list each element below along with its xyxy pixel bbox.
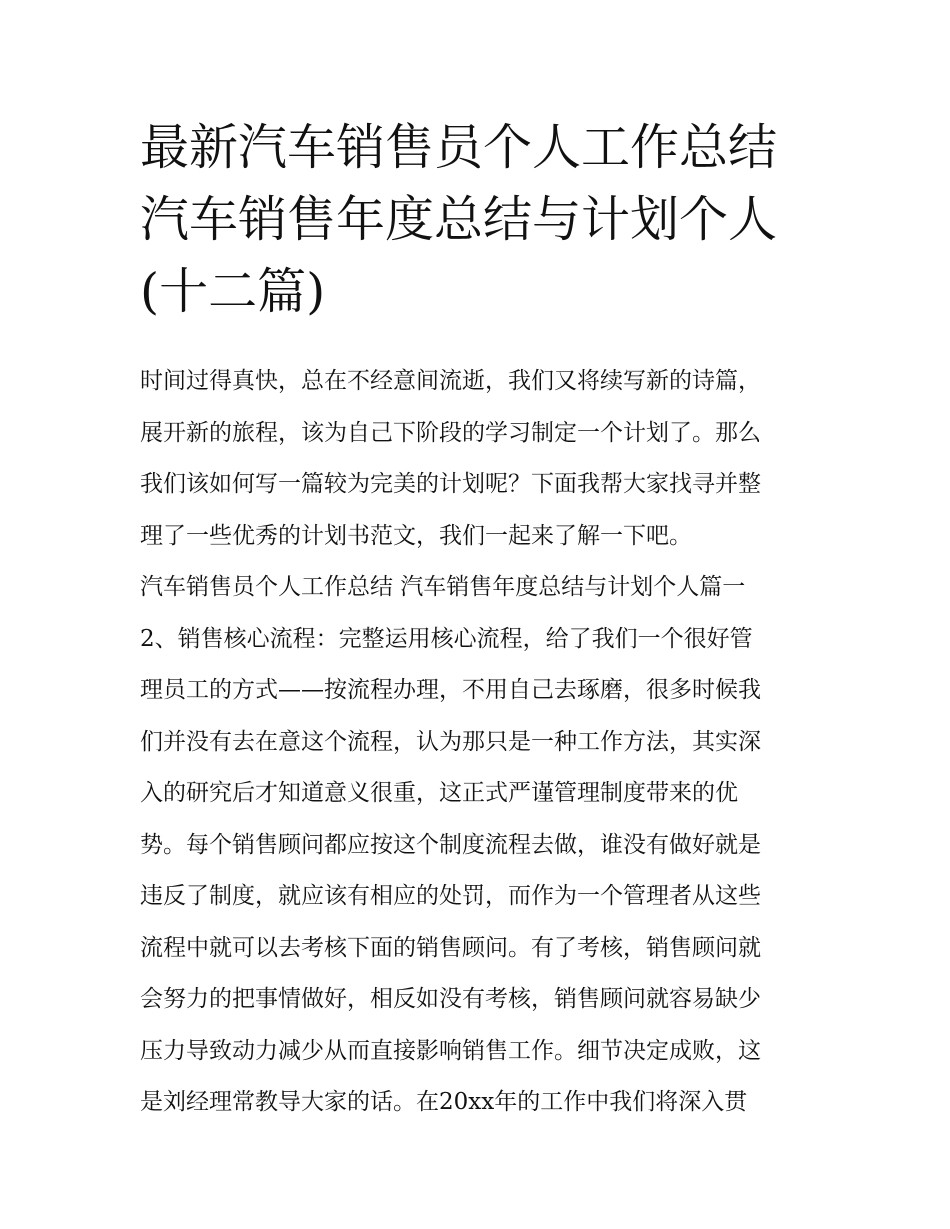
document-body [140,356,830,1129]
body-line: 流程中就可以去考核下面的销售顾问。有了考核，销售顾问就 [140,934,761,961]
body-line: 势。每个销售顾问都应按这个制度流程去做，谁没有做好就是 [140,831,761,858]
body-line: 是刘经理常教导大家的话。在20xx年的工作中我们将深入贯 [140,1089,748,1115]
body-line: 2、销售核心流程：完整运用核心流程，给了我们一个很好管 [140,625,753,652]
section-heading: 汽车销售员个人工作总结 汽车销售年度总结与计划个人篇一 [140,574,746,600]
body-line: 我们该如何写一篇较为完美的计划呢？下面我帮大家找寻并整 [140,471,761,497]
body-line: 理了一些优秀的计划书范文，我们一起来了解一下吧。 [140,522,692,549]
body-line: 违反了制度，就应该有相应的处罚，而作为一个管理者从这些 [140,883,761,909]
body-line: 展开新的旅程，该为自己下阶段的学习制定一个计划了。那么 [140,419,761,446]
title-line: (十二篇) [140,263,326,320]
body-line: 理员工的方式——按流程办理，不用自己去琢磨，很多时候我 [140,677,761,703]
body-line: 会努力的把事情做好，相反如没有考核，销售顾问就容易缺少 [140,986,761,1012]
body-line: 压力导致动力减少从而直接影响销售工作。细节决定成败，这 [140,1037,761,1064]
body-line: 们并没有去在意这个流程，认为那只是一种工作方法，其实深 [140,728,761,755]
document-title [140,112,830,328]
body-line: 时间过得真快，总在不经意间流逝，我们又将续写新的诗篇， [140,368,761,394]
title-line: 汽车销售年度总结与计划个人 [140,191,778,248]
body-line: 入的研究后才知道意义很重，这正式严谨管理制度带来的优 [140,780,738,806]
title-line: 最新汽车销售员个人工作总结 [140,119,778,176]
